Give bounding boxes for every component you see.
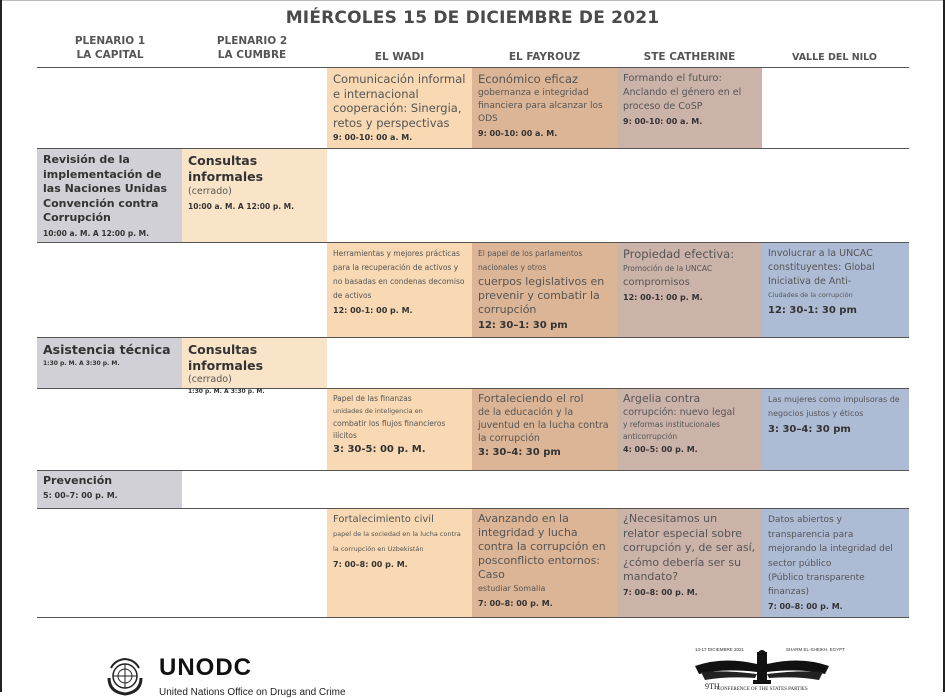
session-time: 4: 00–5: 00 p. M. [623,445,698,454]
session-time: 10:00 a. M. A 12:00 p. M. [43,228,149,238]
session-time: 12: 30–1: 30 pm [478,320,568,331]
session-subtitle: (cerrado) [188,186,232,197]
session-title: Argelia contra [623,392,701,405]
session-subtitle: combatir los flujos financieros ilícitos [333,419,446,440]
session-subtitle: Ciudades de la corrupción [768,291,853,299]
session-title: Consultas informales [188,153,264,184]
session-card-plenario-prevencion[interactable] [37,471,182,508]
session-title: Económico eficaz [478,72,579,86]
session-card-fayrouz-4[interactable] [472,509,617,617]
column-header-ste-catherine: STE CATHERINE [643,51,736,63]
session-title: Formando el futuro: [623,73,722,84]
session-time: 7: 00–8: 00 p. M. [768,602,843,611]
session-subtitle: cuerpos legislativos en prevenir y combatir la corrupción [478,275,605,316]
session-title: Involucrar a la UNCAC constituyentes: Global Iniciativa de Anti- [768,248,875,287]
session-subtitle: estudiar Somalia [478,584,546,593]
session-title: Fortaleciendo el rol [478,392,584,405]
session-title: Revisión de la implementación de las Naciones Unidas Convención contra Corrupción [43,153,168,224]
session-title: Asistencia técnica [43,342,171,357]
session-title: Avanzando en la integridad y lucha contra la corrupción en posconflicto entornos: Caso [478,512,606,581]
session-subtitle: de la educación y la juventud en la lucha contra la corrupción [478,407,609,444]
session-subtitle: gobernanza e integridad financiera para alcanzar los ODS [478,87,603,124]
conference-number: 9TH [705,682,720,691]
conference-logo [693,645,846,694]
session-card-nilo-3[interactable] [762,509,909,617]
session-card-fayrouz-1[interactable] [472,68,617,148]
session-time: 12: 30-1: 30 pm [768,305,857,316]
session-card-fayrouz-3[interactable] [472,389,617,470]
session-time: 3: 30–4: 30 pm [768,424,851,435]
session-card-ste-1[interactable] [617,68,762,148]
session-card-ste-3[interactable] [617,389,762,470]
session-card-nilo-2[interactable] [762,389,909,470]
session-card-nilo-1[interactable] [762,243,909,337]
session-subtitle: compromisos [623,276,690,288]
session-time: 5: 00–7: 00 p. M. [43,490,118,500]
session-card-fayrouz-2[interactable] [472,243,617,337]
session-time: 7: 00–8: 00 p. M. [623,587,698,597]
session-title: Papel de las finanzas [333,394,412,403]
session-title: Las mujeres como impulsoras de negocios justos y éticos [768,395,900,418]
session-title: Herramientas y mejores prácticas para la recuperación de activos y no basadas en condenas decomiso de activos [333,249,465,300]
session-time: 10:00 a. M. A 12:00 p. M. [188,202,294,211]
session-time: 1:30 p. M. A 3:30 p. M. [43,360,120,367]
session-title: Propiedad efectiva: [623,247,735,261]
session-card-plenario-asistencia[interactable] [37,338,182,388]
session-time: 7: 00–8: 00 p. M. [333,560,408,569]
session-time: 9: 00-10: 00 a. M. [333,133,413,142]
page-title: MIÉRCOLES 15 DE DICIEMBRE DE 2021 [285,8,660,28]
session-time: 9: 00-10: 00 a. M. [478,128,558,138]
column-header-line: PLENARIO 1 [74,35,146,47]
session-card-wadi-1[interactable] [327,68,472,148]
session-card-plenario-review[interactable] [37,149,182,242]
unodc-logo [103,654,353,698]
session-time: 3: 30-5: 00 p. M. [333,444,426,455]
session-time: 12: 00-1: 00 p. M. [333,306,413,315]
session-card-ste-4[interactable] [617,509,762,617]
session-time: 3: 30–4: 30 pm [478,447,561,458]
column-header-fayrouz: EL FAYROUZ [508,51,581,63]
unodc-subtitle: United Nations Office on Drugs and Crime [159,687,346,698]
session-card-cumbre-consultas-1[interactable] [182,149,327,242]
column-header-plenario-1 [60,34,160,62]
session-subtitle: Promoción de la UNCAC [623,263,713,273]
session-subtitle: (cerrado) [188,374,232,385]
conference-location: SHARM EL-SHEIKH, EGYPT [786,647,846,652]
session-title: Fortalecimiento civil [333,514,434,525]
session-time: 1:30 p. M. A 3:30 p. M. [188,388,265,395]
un-emblem-icon [103,654,153,698]
session-subtitle: corrupción: nuevo legal [623,407,735,418]
session-card-cumbre-consultas-2[interactable] [182,338,327,395]
session-title: ¿Necesitamos un relator especial sobre corrupción y, de ser así, ¿cómo debería ser su mandato? [623,512,756,583]
session-time: 12: 00-1: 00 p. M. [623,292,703,302]
session-title: Prevención [43,474,113,487]
session-card-wadi-4[interactable] [327,509,472,617]
session-title: Comunicación informal e internacional cooperación: Sinergia, retos y perspectivas [333,72,466,130]
column-header-plenario-2 [202,34,302,62]
session-time: 7: 00–8: 00 p. M. [478,599,553,608]
conference-caption: CONFERENCE OF THE STATES PARTIES [717,687,808,692]
session-subtitle: papel de la sociedad en la lucha contra la corrupción en Uzbekistán [333,530,461,553]
session-card-wadi-2[interactable] [327,243,472,337]
divider [37,617,909,618]
session-time: 9: 00-10: 00 a. M. [623,117,703,126]
session-subtitle: Anclando el género en el proceso de CoSP [623,87,742,112]
session-subtitle: y reformas institucionales anticorrupción [623,420,720,441]
column-header-line: PLENARIO 2 [216,35,288,47]
session-card-wadi-3[interactable] [327,389,472,470]
session-title: Datos abiertos y transparencia para mejorando la integridad del sector público [768,515,893,569]
column-header-wadi: EL WADI [374,51,425,63]
session-subtitle: unidades de inteligencia en [333,407,423,415]
conference-date: 13-17 DICIEMBRE 2021 [695,647,745,652]
session-title: El papel de los parlamentos nacionales y otros [478,249,583,272]
session-card-ste-2[interactable] [617,243,762,337]
column-header-line: LA CUMBRE [217,49,287,61]
column-header-valle-del-nilo: VALLE DEL NILO [792,52,877,63]
session-subtitle: (Público transparente finanzas) [768,573,865,597]
session-title: Consultas informales [188,342,264,373]
unodc-wordmark: UNODC [159,654,252,681]
column-header-line: LA CAPITAL [76,49,144,61]
